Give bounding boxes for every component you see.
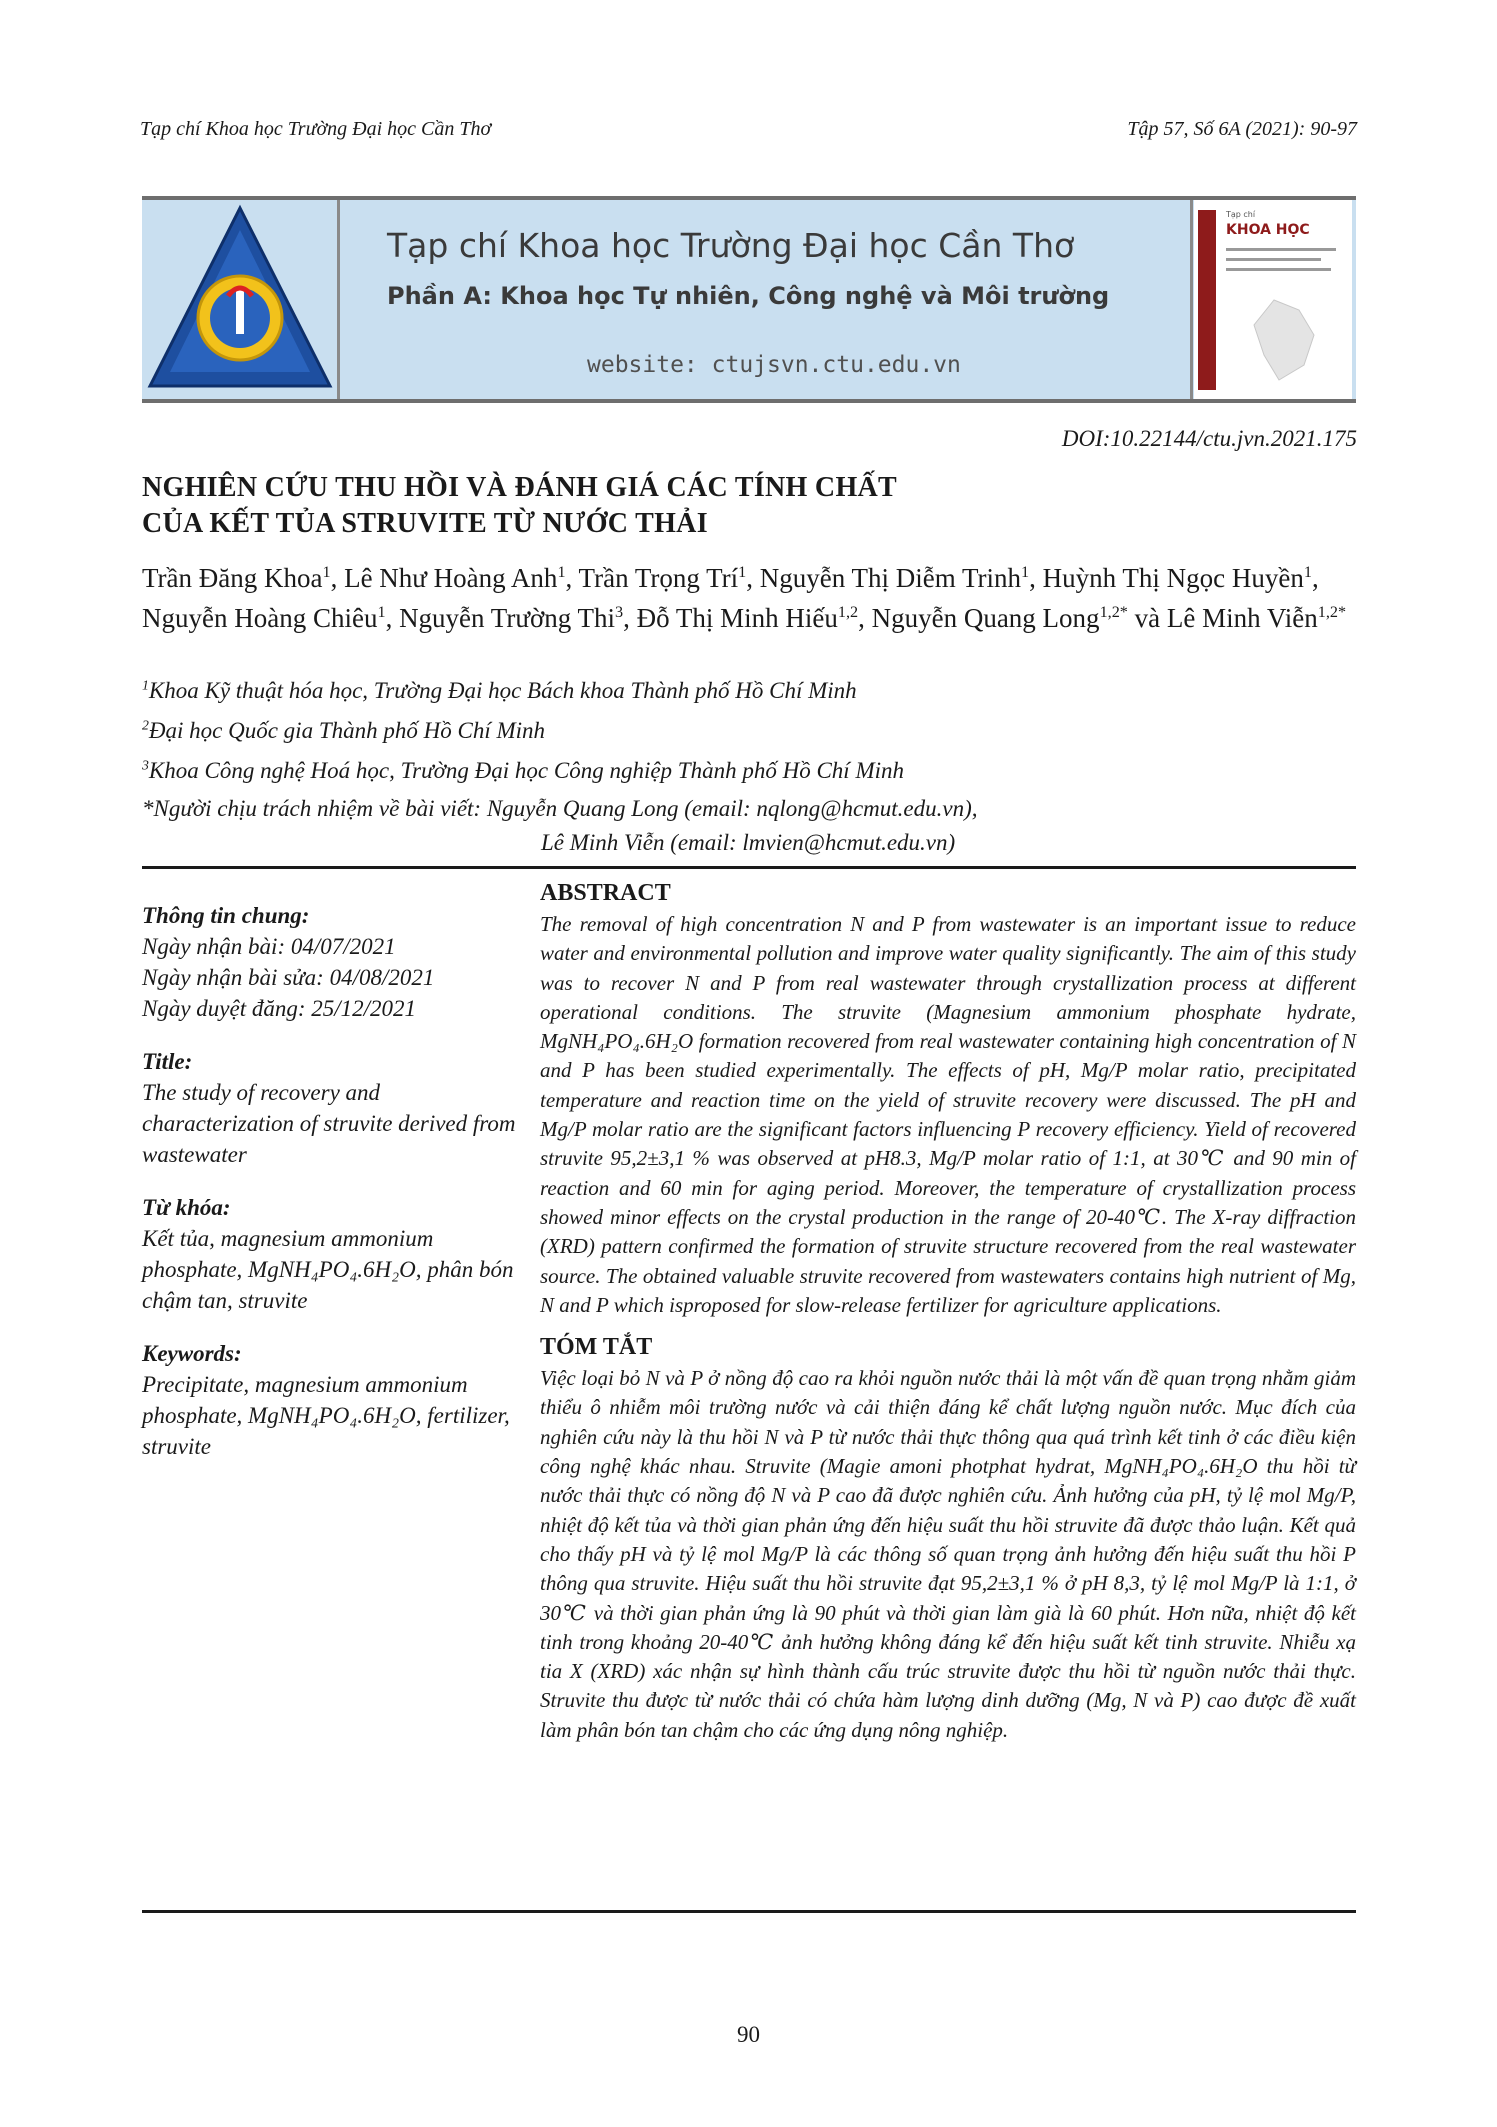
author-name: Nguyễn Trường Thi (399, 603, 616, 633)
banner-divider (1190, 200, 1193, 399)
tomtat-text: Việc loại bỏ N và P ở nồng độ cao ra khỏi nguồn nước thải là một vấn đề quan trọng nhằm giảm thiểu ô nhiễm môi trường nước và cải thiện đáng kể chất lượng nguồn nước. Mục đích của nghiên cứu này là thu hồi N và P từ nước thải thực thông qua quá trình kết tinh ở các điều kiện công nghệ khác nhau. Struvite (Magie amoni photphat hydrat, MgNH₄PO₄.6H₂O thu hồi từ nước thải thực có nồng độ N và P cao đã được nghiên cứu. Ảnh hưởng của pH, tỷ lệ mol Mg/P, nhiệt độ kết tủa và thời gian phản ứng đến hiệu suất thu hồi struvite đã được thảo luận. Kết quả cho thấy pH và tỷ lệ mol Mg/P là các thông số quan trọng ảnh hưởng đến hiệu suất thu hồi P thông qua struvite. Hiệu suất thu hồi struvite đạt 95,2±3,1 % ở pH 8,3, tỷ lệ mol Mg/P là 1:1, ở 30℃ và thời gian phản ứng là 90 phút và thời gian làm già là 60 phút. Hơn nữa, nhiệt độ kết tinh trong khoảng 20-40℃ ảnh hưởng không đáng kể đến hiệu suất kết tinh struvite. Nhiễu xạ tia X (XRD) xác nhận sự hình thành cấu trúc struvite được thu hồi từ nguồn nước thải thực. Struvite thu được từ nước thải có chứa hàm lượng dinh dưỡng (Mg, N và P) cao được đề xuất làm phân bón tan chậm cho các ứng dụng nông nghiệp. (540, 1366, 1356, 1742)
cover-text-line (1226, 258, 1321, 261)
article-title (142, 470, 1242, 542)
cover-map-graphic (1244, 295, 1334, 385)
abstract-text: The removal of high concentration N and P from wastewater is an important issue to reduce water and environmental pollution and improve water quality significantly. The aim of this study was to recover N and P from real wastewater through crystallization process at different operational conditions. The struvite (Magnesium ammonium phosphate hydrate, MgNH₄PO₄.6H₂O formation recovered from real wastewater containing high concentration of N and P has been studied experimentally. The effects of pH, Mg/P molar ratio, precipitated temperature and reaction time on the yield of struvite recovery were discussed. The pH and Mg/P molar ratio are the significant factors influencing P recovery efficiency. Yield of recovered struvite 95,2±3,1 % was observed at pH8.3, Mg/P molar ratio of 1:1, at 30℃ and 90 min of reaction and 60 min for aging period. Moreover, the temperature of crystallization process showed minor effects on the crystal production in the range of 20-40℃. The X-ray diffraction (XRD) pattern confirmed the formation of struvite structure recovered from the real wastewater source. The obtained valuable struvite recovered from wastewaters contains high nutrient of Mg, N and P which isproposed for slow-release fertilizer for agriculture applications. (540, 912, 1356, 1317)
author-affil-marker: 1,2 (837, 603, 859, 621)
article-title-line: CỦA KẾT TỦA STRUVITE TỪ NƯỚC THẢI (142, 508, 708, 539)
affiliation (142, 678, 857, 704)
vietnamese-keywords-section (142, 1192, 522, 1316)
author-name: Trần Đăng Khoa (142, 563, 323, 593)
tomtat-heading: TÓM TẮT (540, 1334, 653, 1361)
vietnamese-keywords-heading: Từ khóa: (142, 1195, 231, 1220)
abstract-heading: ABSTRACT (540, 880, 671, 906)
banner-website[interactable]: website: ctujsvn.ctu.edu.vn (587, 352, 961, 378)
english-keywords-heading: Keywords: (142, 1341, 242, 1366)
received-date: Ngày nhận bài: 04/07/2021 (142, 934, 396, 959)
author-affil-marker: 1,2* (1099, 603, 1128, 621)
vietnamese-keywords-text: Kết tủa, magnesium ammonium phosphate, MgNH₄PO₄.6H₂O, phân bón chậm tan, struvite (142, 1226, 514, 1313)
author-list: Trần Đăng Khoa$^1$, Lê Như Hoàng Anh$^1$, Trần Trọng Trí$^1$, Nguyễn Thị Diễm Trinh$^1$, Huỳnh Thị Ngọc Huyền$^1$, Nguyễn Hoàng Chiêu$^1$, Nguyễn Trường Thi$^3$, Đỗ Thị Minh Hiếu$^{1,2}$, Nguyễn Quang Long$^{1,2*}$ và Lê Minh Viễn$^{1,2*}$ (142, 563, 1347, 633)
running-header (140, 118, 1357, 148)
affiliation-text: Khoa Kỹ thuật hóa học, Trường Đại học Bách khoa Thành phố Hồ Chí Minh (148, 678, 857, 703)
cover-text-line (1226, 268, 1331, 271)
page-number: 90 (737, 2022, 760, 2047)
journal-cover-thumbnail (1194, 200, 1352, 399)
general-info-heading: Thông tin chung: (142, 903, 310, 928)
banner-subtitle: Phần A: Khoa học Tự nhiên, Công nghệ và Môi trường (387, 282, 1110, 310)
author-name: Nguyễn Hoàng Chiêu (142, 603, 378, 633)
article-title-line: NGHIÊN CỨU THU HỒI VÀ ĐÁNH GIÁ CÁC TÍNH CHẤT (142, 472, 898, 503)
author-affil-marker: 1 (377, 603, 386, 621)
affiliation-marker: 2 (142, 717, 149, 733)
section-divider (142, 866, 1356, 869)
journal-banner (142, 196, 1356, 403)
abstract-column (540, 876, 1356, 1755)
author-name: Lê Như Hoàng Anh (344, 563, 558, 593)
cover-text-line (1226, 248, 1336, 251)
university-logo (142, 200, 338, 399)
author-name: Trần Trọng Trí (578, 563, 739, 593)
affiliation-text: Đại học Quốc gia Thành phố Hồ Chí Minh (148, 718, 546, 743)
author-conjunction: và (1134, 603, 1161, 633)
author-affil-marker: 1,2* (1317, 603, 1347, 621)
affiliation-text: Khoa Công nghệ Hoá học, Trường Đại học Công nghiệp Thành phố Hồ Chí Minh (148, 758, 904, 783)
cover-label-small: Tạp chí (1226, 210, 1256, 219)
affiliation (142, 758, 904, 784)
general-info-section (142, 900, 522, 1024)
author-affil-marker: 1 (738, 563, 747, 581)
author-name: Huỳnh Thị Ngọc Huyền (1042, 563, 1304, 593)
correspondence-note: Lê Minh Viễn (email: lmvien@hcmut.edu.vn) (541, 830, 956, 855)
banner-title: Tạp chí Khoa học Trường Đại học Cần Thơ (387, 226, 1075, 265)
doi[interactable]: DOI:10.22144/ctu.jvn.2021.175 (1061, 426, 1357, 451)
cover-spine (1198, 210, 1216, 390)
correspondence-note: *Người chịu trách nhiệm về bài viết: Nguyễn Quang Long (email: nqlong@hcmut.edu.vn), (142, 796, 978, 821)
author-affil-marker: 1 (1021, 563, 1030, 581)
author-affil-marker: 1 (322, 563, 331, 581)
author-affil-marker: 1 (557, 563, 566, 581)
article-info-sidebar (142, 900, 522, 1484)
author-affil-marker: 3 (615, 603, 624, 621)
cover-label: KHOA HỌC (1226, 222, 1310, 238)
journal-name: Tạp chí Khoa học Trường Đại học Cần Thơ (140, 118, 492, 140)
author-name: Nguyễn Thị Diễm Trinh (759, 563, 1022, 593)
author-name: Đỗ Thị Minh Hiếu (636, 603, 838, 633)
revised-date: Ngày nhận bài sửa: 04/08/2021 (142, 965, 435, 990)
author-affil-marker: 1 (1303, 563, 1312, 581)
english-keywords-section (142, 1338, 522, 1462)
author-name: Lê Minh Viễn (1166, 603, 1318, 633)
english-title-text: The study of recovery and characterization of struvite derived from wastewater (142, 1080, 516, 1167)
volume-info: Tập 57, Số 6A (2021): 90-97 (1127, 118, 1357, 140)
english-title-section (142, 1046, 522, 1170)
english-keywords-text: Precipitate, magnesium ammonium phosphate, MgNH₄PO₄.6H₂O, fertilizer, struvite (142, 1372, 510, 1459)
author-name: Nguyễn Quang Long (871, 603, 1100, 633)
affiliation-marker: 1 (142, 677, 149, 693)
affiliation-marker: 3 (142, 757, 149, 773)
banner-divider (337, 200, 340, 399)
english-title-heading: Title: (142, 1049, 193, 1074)
accepted-date: Ngày duyệt đăng: 25/12/2021 (142, 996, 417, 1021)
affiliation (142, 718, 545, 744)
section-divider (142, 1910, 1356, 1913)
